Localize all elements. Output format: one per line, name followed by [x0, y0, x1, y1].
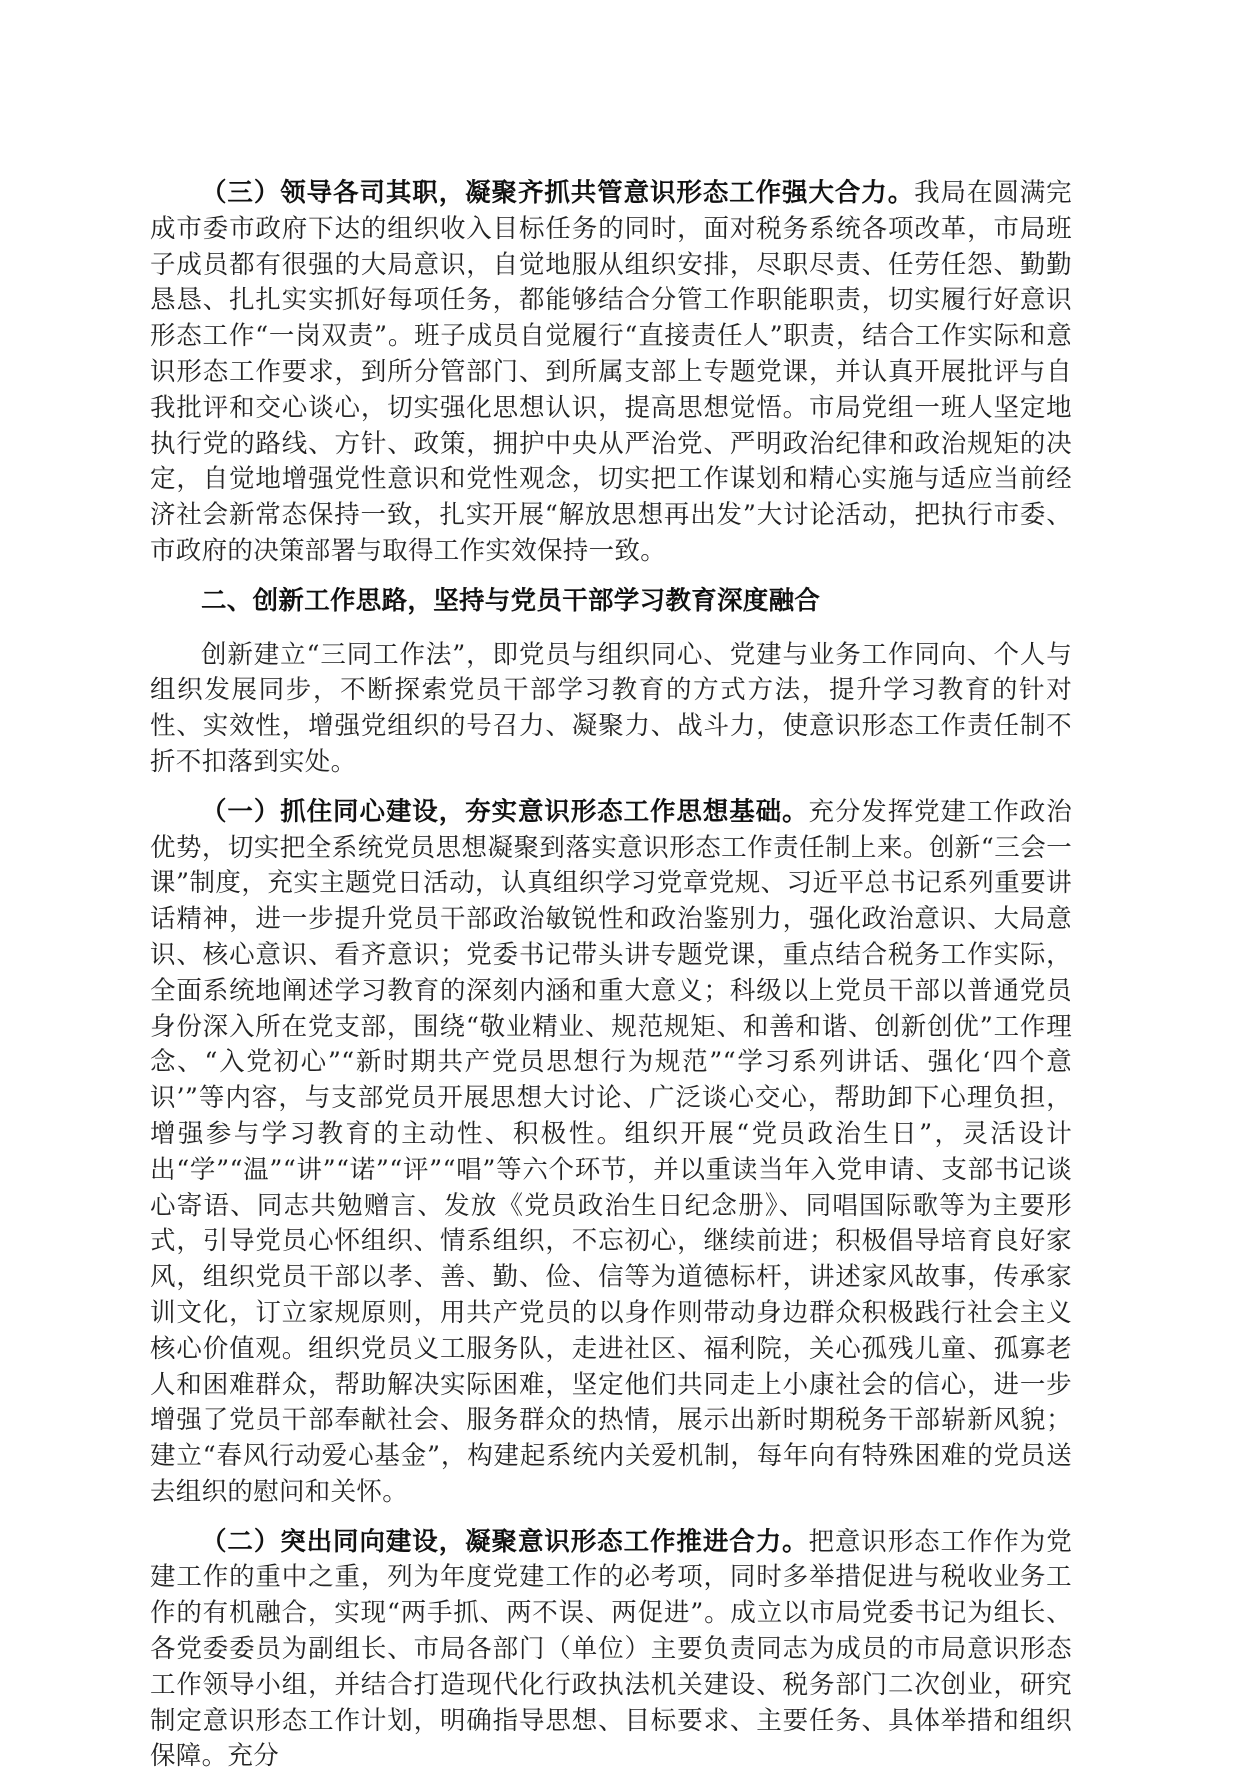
section-3-lead: （三）领导各司其职，凝聚齐抓共管意识形态工作强大合力。 — [201, 178, 915, 208]
subsection-1-lead: （一）抓住同心建设，夯实意识形态工作思想基础。 — [201, 796, 809, 827]
subsection-2-lead: （二）突出同向建设，凝聚意识形态工作推进合力。 — [201, 1526, 809, 1557]
section-3-paragraph — [150, 176, 1072, 570]
document-body — [150, 176, 1072, 1789]
section-3-body: 我局在圆满完成市委市政府下达的组织收入目标任务的同时，面对税务系统各项改革，市局班子成员都有很强的大局意识，自觉地服从组织安排，尽职尽责、任劳任怨、勤勤恳恳、扎扎实实抓好每项任务，都能够结合分管工作职能职责，切实履行好意识形态工作“一岗双责”。班子成员自觉履行“直接责任人”职责，结合工作实际和意识形态工作要求，到所分管部门、到所属支部上专题党课，并认真开展批评与自我批评和交心谈心，切实强化思想认识，提高思想觉悟。市局党组一班人坚定地执行党的路线、方针、政策，拥护中央从严治党、严明政治纪律和政治规矩的决定，自觉地增强党性意识和党性观念，切实把工作谋划和精心实施与适应当前经济社会新常态保持一致，扎实开展“解放思想再出发”大讨论活动，把执行市委、市政府的决策部署与取得工作实效保持一致。 — [150, 178, 1072, 566]
subsection-2-body: 把意识形态工作作为党建工作的重中之重，列为年度党建工作的必考项，同时多举措促进与税收业务工作的有机融合，实现“两手抓、两不误、两促进”。成立以市局党委书记为组长、各党委委员为副组长、市局各部门（单位）主要负责同志为成员的市局意识形态工作领导小组，并结合打造现代化行政执法机关建设、税务部门二次创业，研究制定意识形态工作计划，明确指导思想、目标要求、主要任务、具体举措和组织保障。充分 — [150, 1526, 1072, 1772]
subsection-2-paragraph — [150, 1525, 1072, 1776]
section-2-intro-paragraph: 创新建立“三同工作法”，即党员与组织同心、党建与业务工作同向、个人与组织发展同步，不断探索党员干部学习教育的方式方法，提升学习教育的针对性、实效性，增强党组织的号召力、凝聚力、战斗力，使意识形态工作责任制不折不扣落到实处。 — [150, 639, 1072, 777]
section-heading-2: 二、创新工作思路，坚持与党员干部学习教育深度融合 — [201, 585, 821, 616]
subsection-1-body: 充分发挥党建工作政治优势，切实把全系统党员思想凝聚到落实意识形态工作责任制上来。创新“三会一课”制度，充实主题党日活动，认真组织学习党章党规、习近平总书记系列重要讲话精神，进一步提升党员干部政治敏锐性和政治鉴别力，强化政治意识、大局意识、核心意识、看齐意识；党委书记带头讲专题党课，重点结合税务工作实际，全面系统地阐述学习教育的深刻内涵和重大意义；科级以上党员干部以普通党员身份深入所在党支部，围绕“敬业精业、规范规矩、和善和谐、创新创优”工作理念、“入党初心”“新时期共产党员思想行为规范”“学习系列讲话、强化‘四个意识’”等内容，与支部党员开展思想大讨论、广泛谈心交心，帮助卸下心理负担，增强参与学习教育的主动性、积极性。组织开展“党员政治生日”，灵活设计出“学”“温”“讲”“诺”“评”“唱”等六个环节，并以重读当年入党申请、支部书记谈心寄语、同志共勉赠言、发放《党员政治生日纪念册》、同唱国际歌等为主要形式，引导党员心怀组织、情系组织，不忘初心，继续前进；积极倡导培育良好家风，组织党员干部以孝、善、勤、俭、信等为道德标杆，讲述家风故事，传承家训文化，订立家规原则，用共产党员的以身作则带动身边群众积极践行社会主义核心价值观。组织党员义工服务队，走进社区、福利院，关心孤残儿童、孤寡老人和困难群众，帮助解决实际困难，坚定他们共同走上小康社会的信心，进一步增强了党员干部奉献社会、服务群众的热情，展示出新时期税务干部崭新风貌；建立“春风行动爱心基金”，构建起系统内关爱机制，每年向有特殊困难的党员送去组织的慰问和关怀。 — [150, 796, 1072, 1507]
subsection-1-paragraph — [150, 795, 1072, 1511]
